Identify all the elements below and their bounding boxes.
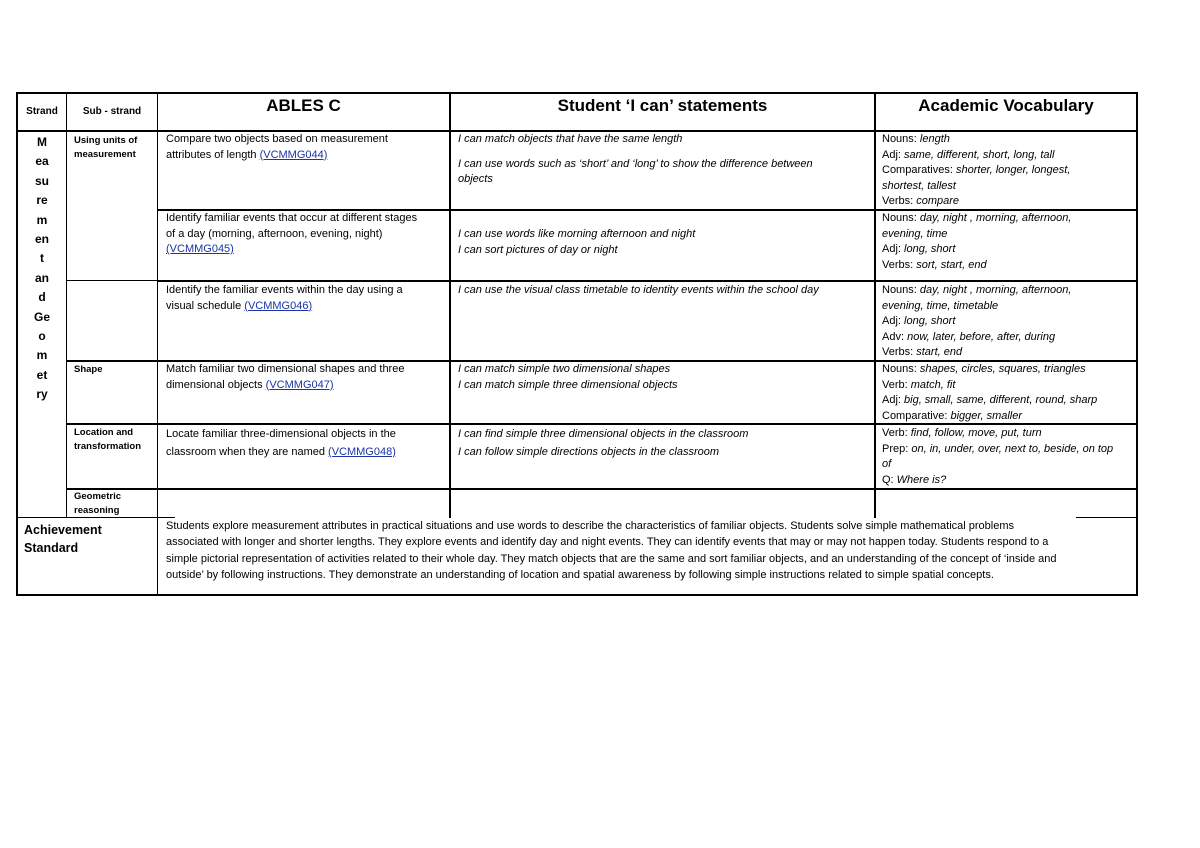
vocab-row-2: Nouns: day, night , morning, afternoon, evening, time Adj: long, short Verbs: sort, start, end [882,212,1072,271]
ables-row-3: Identify the familiar events within the day using a visual schedule (VCMMG046) [166,284,403,312]
vcmmg046-link[interactable]: (VCMMG046) [244,299,313,312]
statements-row-5: I can find simple three dimensional objects in the classroom I can follow simple directions objects in the classroom [458,428,749,458]
divider-ables [449,92,451,518]
strand-letter: M [37,135,47,149]
achievement-standard-text: Students explore measurement attributes in practical situations and use words to describe the characteristics of familiar objects. Students solve simple mathematical problems associated with longer and shorter lengths. They explore events and identify day and night events. They can identify events that may or may not happen today. Students respond to a simple pictorial representation of activities related to their whole day. They match objects that are the same and sort familiar objects, and an understanding of the concept of ‘inside and outside’ by following instructions. They demonstrate an understanding of location and spatial awareness by following simple instructions related to simple spatial concepts. [166,520,1057,582]
vocab-row-5: Verb: find, follow, move, put, turn Prep: on, in, under, over, next to, beside, on top of Q: Where is? [882,427,1114,486]
curriculum-table [16,92,1138,596]
ables-row-1: Compare two objects based on measurement attributes of length (VCMMG044) [166,133,388,161]
statements-row-2: I can use words like morning afternoon and night I can sort pictures of day or night [458,228,696,256]
sub-strand-units: Using units of measurement [74,135,138,160]
strand-letter: m [36,212,48,227]
strand-letter: Ge [33,309,50,324]
vocab-row-4: Nouns: shapes, circles, squares, triangles Verb: match, fit Adj: big, small, same, different, round, sharp Comparative: bigger, smaller [882,363,1098,422]
strand-letter: su [34,173,49,188]
header-statements: Student ‘I can’ statements [557,96,768,115]
ables-row-4: Match familiar two dimensional shapes and three dimensional objects (VCMMG047) [166,363,405,391]
strand-letter: en [34,232,49,247]
divider-sub-strand [157,92,158,596]
strand-letter: m [36,348,48,363]
header-strand: Strand [26,106,58,117]
strand-letter: re [36,193,48,208]
divider-strand [66,92,67,518]
strand-letter: ea [35,154,49,169]
header-vocab: Academic Vocabulary [918,96,1094,115]
sub-strand-geometric: Geometric reasoning [74,491,121,516]
vcmmg045-link[interactable]: (VCMMG045) [166,243,234,256]
strand-letter: et [36,367,48,382]
border-right [1136,92,1138,596]
vcmmg048-link[interactable]: (VCMMG048) [328,445,396,458]
ables-row-5: Locate familiar three-dimensional objects in the classroom when they are named (VCMMG048) [166,428,396,458]
row-line-2 [157,280,1138,282]
sub-strand-location: Location and transformation [74,427,142,452]
divider-statements [874,92,876,518]
strand-letter: ry [36,387,48,402]
vcmmg047-link[interactable]: (VCMMG047) [265,378,334,391]
ables-row-2: Identify familiar events that occur at different stages of a day (morning, afternoon, evening, night) (VCMMG045) [166,212,418,256]
vcmmg044-link[interactable]: (VCMMG044) [259,148,328,161]
vocab-row-1: Nouns: length Adj: same, different, short, long, tall Comparatives: shorter, longer, longest, shortest, tallest Verbs: compare [882,133,1071,208]
header-sub-strand: Sub - strand [82,106,142,117]
strand-letter: t [40,251,44,266]
vocab-row-3: Nouns: day, night , morning, afternoon, evening, time, timetable Adj: long, short Adv: now, later, before, after, during Verbs: start, end [882,284,1072,359]
sub-strand-shape: Shape [74,364,103,375]
border-bottom [16,594,1138,596]
statements-row-3: I can use the visual class timetable to identity events within the school day [458,284,819,296]
strand-label [18,133,66,405]
achievement-standard-label: Achievement Standard [24,523,102,555]
header-ables: ABLES C [266,96,341,115]
strand-letter: o [38,329,46,344]
border-top [16,92,1138,94]
strand-letter: d [38,290,46,305]
statements-row-4: I can match simple two dimensional shapes I can match simple three dimensional objects [458,363,678,391]
strand-letter: an [34,270,49,285]
statements-row-1: I can match objects that have the same length I can use words such as ‘short’ and ‘long’ to show the difference between objects [458,133,813,186]
row-line-2-left [66,280,157,281]
